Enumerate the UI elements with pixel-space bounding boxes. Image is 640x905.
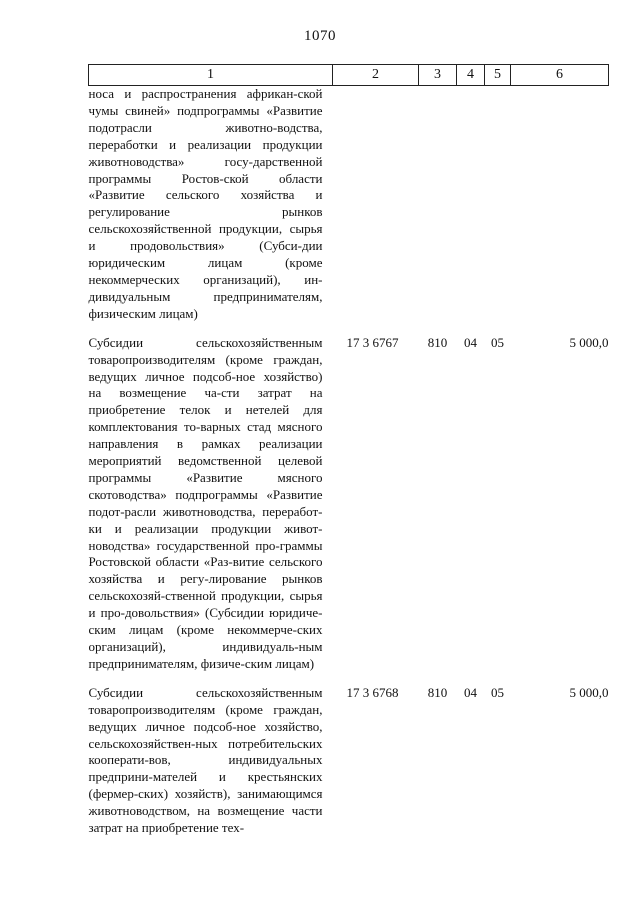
- subsection-code: 05: [491, 684, 504, 700]
- table-row: [89, 685, 609, 837]
- row-description: [89, 685, 333, 837]
- description-line: хозяйства и регулирование рынков: [88, 187, 323, 220]
- target-article-code: [333, 86, 419, 323]
- section-code: [457, 86, 485, 323]
- description-line: «Развитие мясного скотоводства»: [88, 469, 323, 502]
- description-line: товаропроизводителям (кроме: [88, 351, 263, 367]
- budget-table: [88, 64, 609, 837]
- description-line: дивидуальным предпринимателям,: [88, 288, 323, 304]
- section-code: 04: [464, 684, 477, 700]
- description-line: ки и реализации продукции живот-: [88, 520, 323, 536]
- description-line: ным предпринимателям, физиче-: [88, 639, 323, 671]
- description-line: витие сельского хозяйства и регу-: [88, 554, 323, 587]
- description-line: животноводством, на возмещение: [88, 803, 285, 819]
- row-spacer-cell: [89, 673, 609, 685]
- description-line: Субсидии сельскохозяйственным: [88, 334, 323, 350]
- expense-type: 810: [427, 684, 448, 700]
- description-line: водства, переработки и реализации: [88, 119, 323, 152]
- description-line: ских) хозяйств), занимающимся: [138, 786, 323, 802]
- description-line: ской области «Развитие сельского: [88, 170, 323, 203]
- header-col-5: 5: [485, 65, 511, 86]
- description-line: Субсидии сельскохозяйственным: [88, 684, 323, 700]
- description-line: сельскохозяйственной продукции,: [88, 221, 283, 237]
- description-line: в рамках реализации мероприятий: [88, 436, 323, 469]
- expense-type: 810: [427, 334, 448, 350]
- description-line: ских организаций), индивидуаль-: [88, 622, 323, 654]
- section-code: 04: [464, 334, 477, 350]
- description-line: части затрат на приобретение тех-: [88, 803, 323, 836]
- description-line: граждан, ведущих личное подсоб-: [88, 351, 323, 384]
- description-line: варных стад мясного направления: [88, 419, 323, 452]
- description-line: ное хозяйство, сельскохозяйствен-: [88, 718, 323, 751]
- row-description: [89, 86, 333, 323]
- description-line: некоммерческих организаций), ин-: [88, 271, 323, 287]
- description-line: «Развитие подотрасли животно-: [88, 102, 323, 135]
- description-line: вов, индивидуальных предприни-: [88, 752, 323, 785]
- description-line: ской чумы свиней» подпрограммы: [88, 86, 323, 118]
- description-line: ное хозяйство) на возмещение ча-: [88, 368, 323, 401]
- description-line: товаропроизводителям (кроме: [88, 701, 263, 717]
- header-col-2: 2: [333, 65, 419, 86]
- description-line: ским лицам (кроме некоммерче-: [88, 622, 297, 638]
- description-line: носа и распространения африкан-: [88, 86, 298, 101]
- subsection-code: [485, 86, 511, 323]
- description-line: продукции животноводства» госу-: [88, 136, 323, 169]
- target-article-code: 17 3 6768: [346, 684, 399, 700]
- row-spacer: [89, 323, 609, 335]
- table-row: [89, 86, 609, 323]
- row-spacer-cell: [89, 323, 609, 335]
- subsection-code: 05: [491, 334, 504, 350]
- amount: [511, 86, 609, 323]
- row-spacer: [89, 673, 609, 685]
- header-col-3: 3: [419, 65, 457, 86]
- header-col-4: 4: [457, 65, 485, 86]
- table-row: [89, 335, 609, 673]
- description-line: сти затрат на приобретение телок и: [88, 385, 323, 418]
- description-line: подпрограммы «Развитие подот-: [88, 486, 323, 519]
- expense-type: [419, 86, 457, 323]
- target-article-code: 17 3 6767: [346, 334, 399, 350]
- description-line: граммы Ростовской области «Раз-: [88, 537, 323, 570]
- description-line: расли животноводства, переработ-: [124, 503, 323, 519]
- page-number: 1070: [304, 28, 336, 44]
- description-line: дии юридическим лицам (кроме: [88, 238, 323, 271]
- description-line: граждан, ведущих личное подсоб-: [88, 701, 323, 734]
- description-line: нетелей для комплектования то-: [88, 402, 323, 435]
- header-col-1: 1: [89, 65, 333, 86]
- description-line: ных потребительских кооперати-: [88, 735, 323, 768]
- description-line: ственной продукции, сырья и про-: [88, 588, 323, 621]
- amount: 5 000,0: [569, 334, 609, 350]
- description-line: довольствия» (Субсидии юридиче-: [124, 605, 323, 621]
- description-line: новодства» государственной про-: [88, 537, 280, 553]
- row-description: [89, 335, 333, 673]
- description-line: лирование рынков сельскохозяй-: [88, 571, 323, 604]
- header-col-6: 6: [511, 65, 609, 86]
- description-line: ведомственной целевой программы: [88, 453, 323, 485]
- description-line: сырья и продовольствия» (Субси-: [88, 221, 323, 254]
- description-line: физическим лицам): [88, 305, 198, 321]
- description-line: мателей и крестьянских (фермер-: [88, 769, 323, 802]
- description-line: дарственной программы Ростов-: [88, 153, 323, 186]
- amount: 5 000,0: [569, 684, 609, 700]
- description-line: ским лицам): [244, 655, 315, 671]
- table-header-row: [89, 65, 609, 86]
